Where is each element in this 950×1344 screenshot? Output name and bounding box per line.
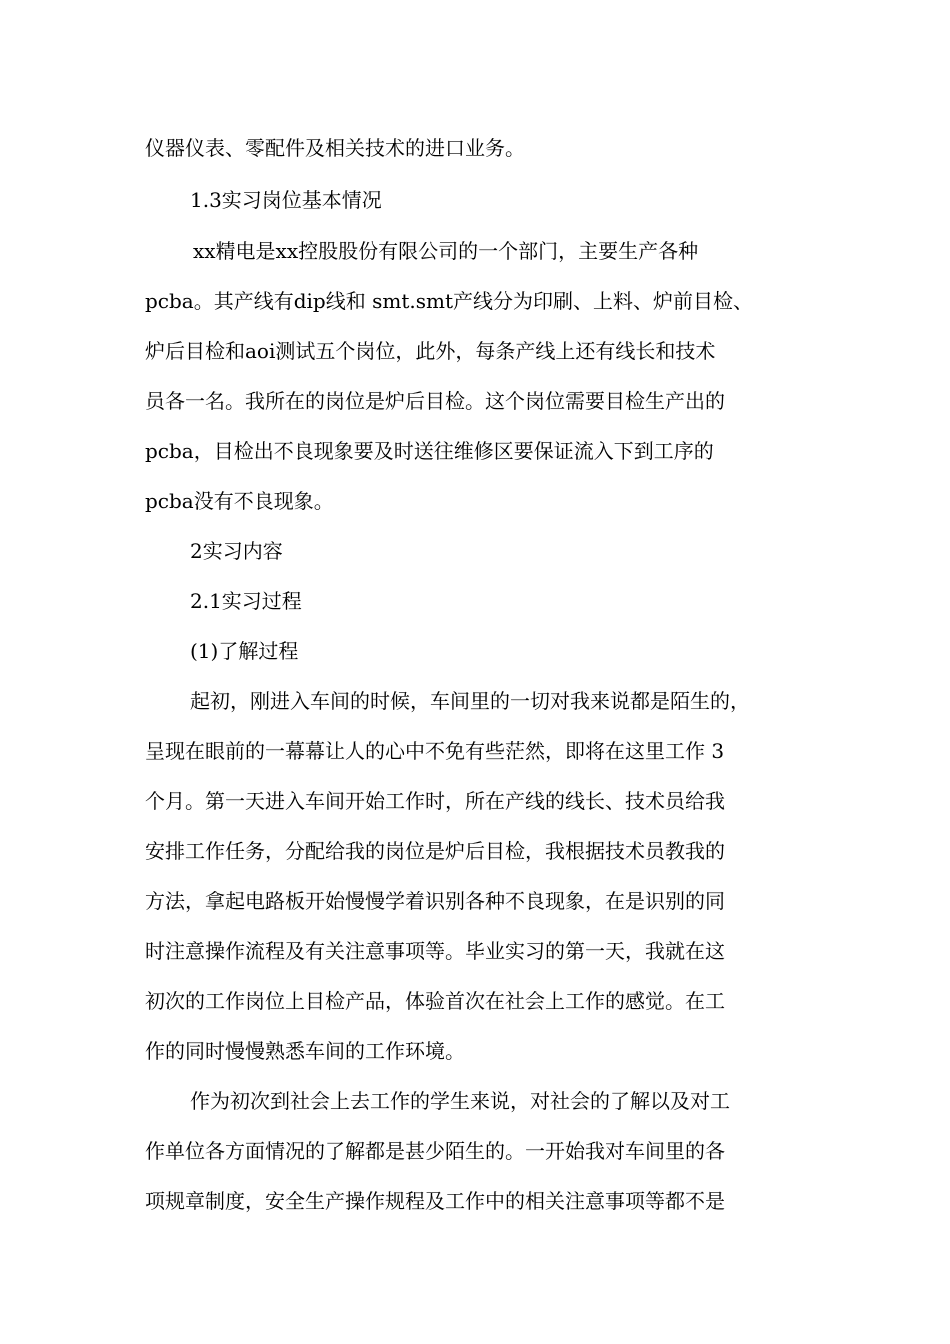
text-line: 作单位各方面情况的了解都是甚少陌生的。一开始我对车间里的各 bbox=[145, 1139, 725, 1163]
text-line: 时注意操作流程及有关注意事项等。毕业实习的第一天，我就在这 bbox=[145, 939, 725, 963]
text-line: pcba，目检出不良现象要及时送往维修区要保证流入下到工序的 bbox=[145, 439, 714, 463]
text-line: 起初，刚进入车间的时候，车间里的一切对我来说都是陌生的， bbox=[190, 689, 750, 713]
text-line: 个月。第一天进入车间开始工作时，所在产线的线长、技术员给我 bbox=[145, 789, 725, 813]
text-line: pcba没有不良现象。 bbox=[145, 489, 334, 513]
section-heading: 1.3实习岗位基本情况 bbox=[190, 188, 382, 212]
section-heading: 2实习内容 bbox=[190, 539, 283, 563]
text-line: 作的同时慢慢熟悉车间的工作环境。 bbox=[145, 1039, 465, 1063]
text-line: 安排工作任务，分配给我的岗位是炉后目检，我根据技术员教我的 bbox=[145, 839, 725, 863]
text-line: 员各一名。我所在的岗位是炉后目检。这个岗位需要目检生产出的 bbox=[145, 389, 725, 413]
text-line: 方法，拿起电路板开始慢慢学着识别各种不良现象，在是识别的同 bbox=[145, 889, 725, 913]
text-line: xx精电是xx控股股份有限公司的一个部门，主要生产各种 bbox=[193, 239, 699, 263]
text-line: 呈现在眼前的一幕幕让人的心中不免有些茫然，即将在这里工作 3 bbox=[145, 739, 725, 763]
text-line: 项规章制度，安全生产操作规程及工作中的相关注意事项等都不是 bbox=[145, 1189, 725, 1213]
text-line: pcba。其产线有dip线和 smt.smt产线分为印刷、上料、炉前目检、 bbox=[145, 289, 753, 313]
text-line: 炉后目检和aoi测试五个岗位，此外，每条产线上还有线长和技术 bbox=[145, 339, 716, 363]
text-line: 初次的工作岗位上目检产品，体验首次在社会上工作的感觉。在工 bbox=[145, 989, 725, 1013]
section-heading: 2.1实习过程 bbox=[190, 589, 302, 613]
text-line: 仪器仪表、零配件及相关技术的进口业务。 bbox=[145, 136, 525, 160]
section-heading: (1)了解过程 bbox=[190, 639, 299, 663]
text-line: 作为初次到社会上去工作的学生来说，对社会的了解以及对工 bbox=[190, 1089, 730, 1113]
